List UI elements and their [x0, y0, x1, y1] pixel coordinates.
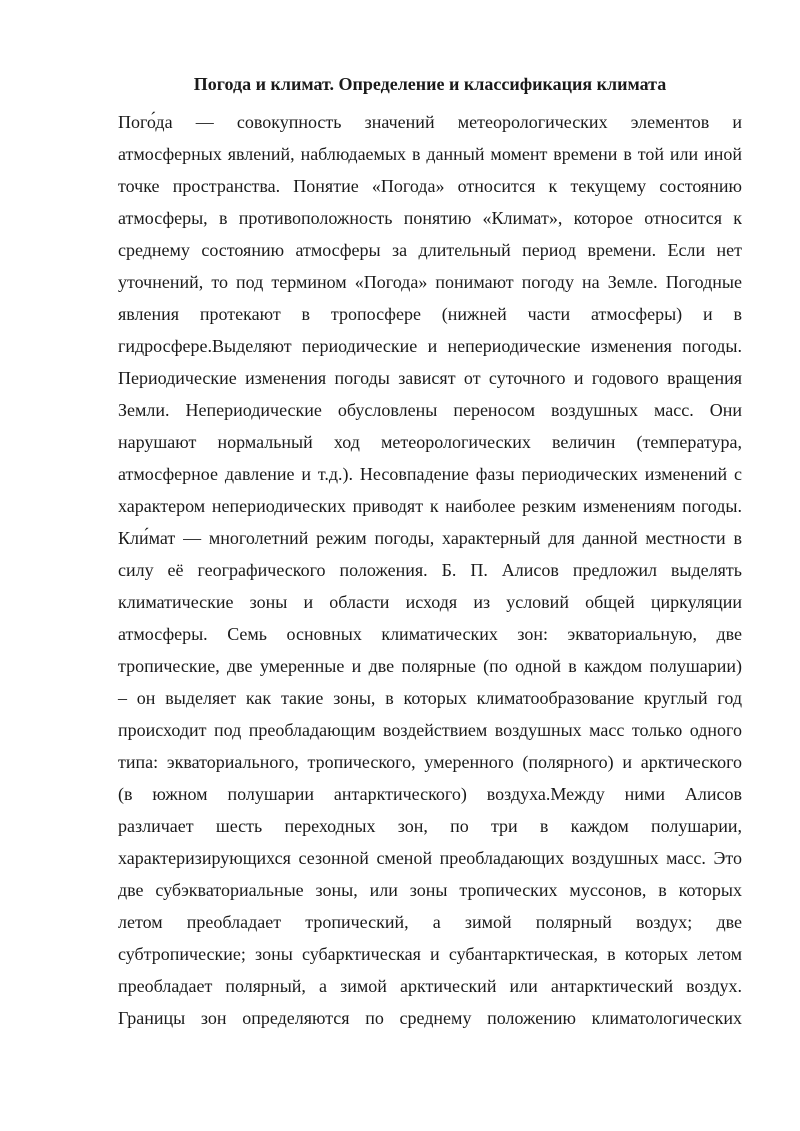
document-body: [118, 106, 742, 1034]
text-line: атмосферы, в противоположность понятию «Климат», которое относится к: [118, 208, 742, 228]
text-line: происходит под преобладающим воздействием воздушных масс только одного: [118, 720, 742, 740]
text-line: атмосферных явлений, наблюдаемых в данный момент времени в той или иной: [118, 144, 742, 164]
text-line: летом преобладает тропический, а зимой полярный воздух; две: [118, 912, 742, 932]
text-line: Кли́мат — многолетний режим погоды, характерный для данной местности в: [118, 528, 742, 548]
text-line: (в южном полушарии антарктического) воздуха.Между ними Алисов: [118, 784, 742, 804]
text-line: силу её географического положения. Б. П. Алисов предложил выделять: [118, 560, 742, 580]
text-line: характеризирующихся сезонной сменой преобладающих воздушных масс. Это: [118, 848, 742, 868]
text-line: тропические, две умеренные и две полярные (по одной в каждом полушарии): [118, 656, 742, 676]
text-line: характером непериодических приводят к наиболее резким изменениям погоды.: [118, 496, 742, 516]
text-line: среднему состоянию атмосферы за длительный период времени. Если нет: [118, 240, 742, 260]
text-line: уточнений, то под термином «Погода» понимают погоду на Земле. Погодные: [118, 272, 742, 292]
text-line: нарушают нормальный ход метеорологических величин (температура,: [118, 432, 742, 452]
text-line: две субэкваториальные зоны, или зоны тропических муссонов, в которых: [118, 880, 742, 900]
text-line: Границы зон определяются по среднему положению климатологических: [118, 1008, 742, 1028]
text-line: Земли. Непериодические обусловлены переносом воздушных масс. Они: [118, 400, 742, 420]
text-line: субтропические; зоны субарктическая и субантарктическая, в которых летом: [118, 944, 742, 964]
text-line: различает шесть переходных зон, по три в каждом полушарии,: [118, 816, 742, 836]
text-line: атмосферное давление и т.д.). Несовпадение фазы периодических изменений с: [118, 464, 742, 484]
text-line: атмосферы. Семь основных климатических зон: экваториальную, две: [118, 624, 742, 644]
text-line: точке пространства. Понятие «Погода» относится к текущему состоянию: [118, 176, 742, 196]
text-line: – он выделяет как такие зоны, в которых климатообразование круглый год: [118, 688, 742, 708]
document-title: Погода и климат. Определение и классификация климата: [193, 74, 667, 94]
text-line: Периодические изменения погоды зависят от суточного и годового вращения: [118, 368, 742, 388]
text-line: типа: экваториального, тропического, умеренного (полярного) и арктического: [118, 752, 742, 772]
text-line: Пого́да — совокупность значений метеорологических элементов и: [118, 112, 742, 132]
text-line: климатические зоны и области исходя из условий общей циркуляции: [118, 592, 742, 612]
text-line: преобладает полярный, а зимой арктический или антарктический воздух.: [118, 976, 742, 996]
text-line: явления протекают в тропосфере (нижней части атмосферы) и в: [118, 304, 742, 324]
text-line: гидросфере.Выделяют периодические и непериодические изменения погоды.: [118, 336, 742, 356]
